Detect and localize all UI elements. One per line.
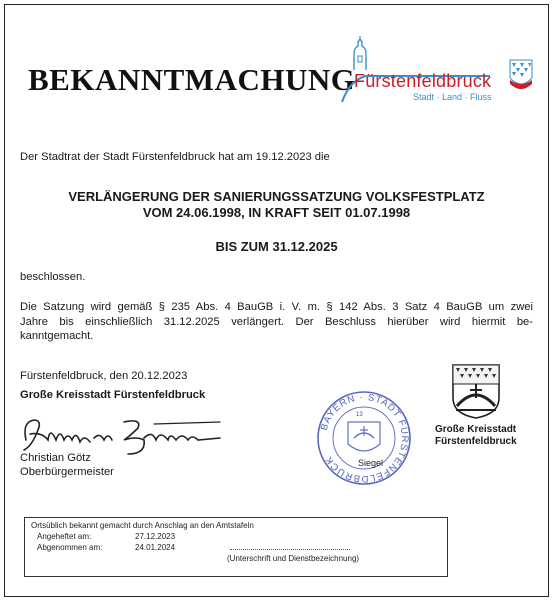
removed-date: 24.01.2024: [135, 543, 176, 552]
seal-coat-of-arms-icon: [348, 422, 380, 451]
posted-label: Angeheftet am:: [37, 532, 92, 541]
signature-label: (Unterschrift und Dienstbezeichnung): [227, 554, 360, 563]
coat-caption-line-2: Fürstenfeldbruck: [435, 436, 517, 447]
paragraph-line-3: kanntgemacht.: [20, 330, 94, 342]
signer-name: Christian Götz: [20, 452, 91, 464]
coat-of-arms-icon: [450, 362, 502, 420]
issuing-authority: Große Kreisstadt Fürstenfeldbruck: [20, 389, 206, 401]
church-tower-icon: [354, 36, 366, 70]
intro-text: Der Stadtrat der Stadt Fürstenfeldbruck hat am 19.12.2023 die: [20, 151, 330, 163]
removed-label: Abgenommen am:: [37, 543, 103, 552]
paragraph-line-1: Die Satzung wird gemäß § 235 Abs. 4 BauGB i. V. m. § 142 Abs. 3 Satz 4 BauGB um zwei: [20, 301, 533, 313]
seal-ring-text: BAYERN · STADT FÜRSTENFELDBRUCK: [318, 391, 411, 485]
title-line-3: BIS ZUM 31.12.2025: [215, 239, 338, 254]
seal-label: Siegel: [358, 458, 384, 468]
posted-date: 27.12.2023: [135, 532, 176, 541]
main-paragraph: [20, 300, 533, 344]
posting-record-box: [24, 517, 448, 577]
bavaria-shield-icon: [510, 60, 532, 89]
signature-line: [230, 549, 350, 550]
title-line-1: VERLÄNGERUNG DER SANIERUNGSSATZUNG VOLKSFESTPLATZ: [68, 189, 485, 204]
decided-text: beschlossen.: [20, 271, 86, 283]
handwritten-signature: [20, 410, 230, 458]
signer-title: Oberbürgermeister: [20, 466, 114, 478]
logo-wordmark: Fürstenfeldbruck: [354, 71, 492, 91]
logo-tagline: Stadt · Land · Fluss: [413, 92, 492, 102]
place-date: Fürstenfeldbruck, den 20.12.2023: [20, 370, 188, 382]
seal-number: 13: [356, 412, 363, 418]
official-seal: [310, 388, 418, 488]
document-heading: BEKANNTMACHUNG: [28, 62, 356, 97]
posting-record-header: Ortsüblich bekannt gemacht durch Anschlag an den Amtstafeln: [31, 521, 254, 530]
title-line-2: VOM 24.06.1998, IN KRAFT SEIT 01.07.1998: [142, 205, 411, 220]
coat-caption: [435, 424, 517, 448]
coat-caption-line-1: Große Kreisstadt: [435, 424, 517, 435]
paragraph-line-2: Jahre bis einschließlich 31.12.2025 verlängert. Der Beschluss hierüber wird hiermit be-: [20, 315, 533, 328]
